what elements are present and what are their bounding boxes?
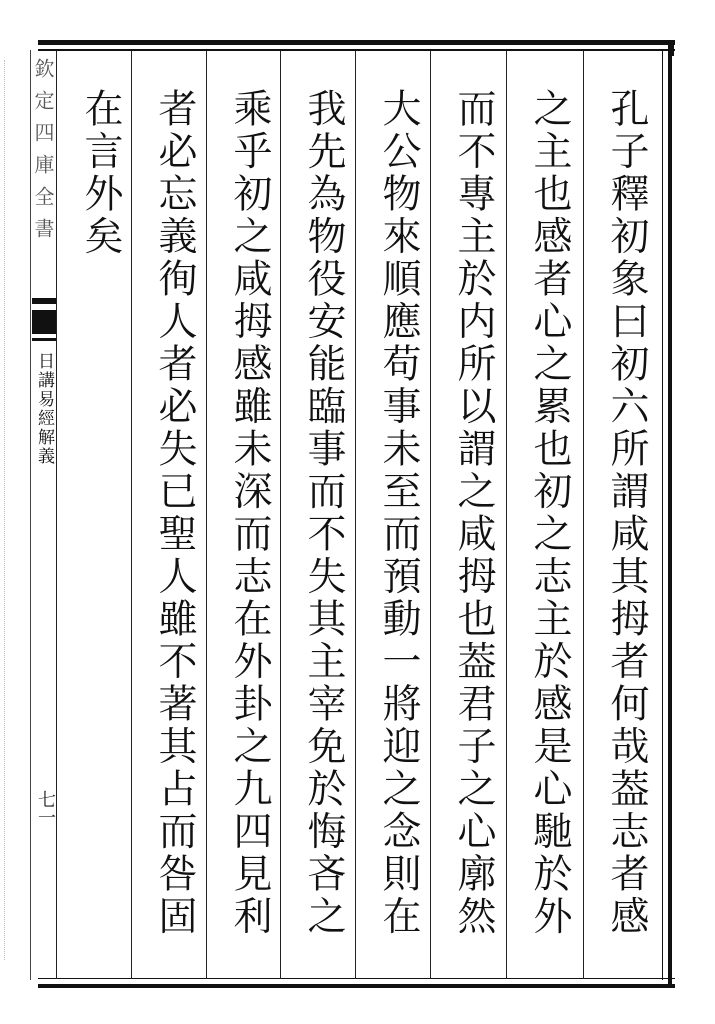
frame-top-border [38,40,675,45]
text-column-2: 之主也感者心之累也初之志主於感是心馳於外 [527,88,572,938]
text-column-8: 在言外矣 [78,88,123,258]
column-rule [131,51,132,979]
text-column-3: 而不專主於内所以謂之咸拇也葢君子之心廓然 [451,88,496,938]
series-title: 欽定四庫全書 [31,58,55,250]
fishtail-mark-top [32,298,56,304]
text-column-1: 孔子釋初象曰初六所謂咸其拇者何哉葢志者感 [604,88,649,938]
text-column-5: 我先為物役安能臨事而不失其主宰免於悔吝之 [301,88,346,938]
frame-corner-mark [672,42,682,56]
column-rule [280,51,281,979]
frame-bottom-inner-border [38,978,675,979]
column-rule [206,51,207,979]
frame-right-inner-border [662,49,663,980]
column-rule [583,51,584,979]
frame-right-border [668,40,672,988]
book-title: 日講易經解義 [34,352,54,466]
gutter-rule-outer [56,51,57,979]
fishtail-mark-bottom [32,338,56,341]
page-number: 七一 [35,790,56,826]
text-column-7: 者必忘義徇人者必失已聖人雖不著其占而咎固 [152,88,197,938]
column-rule [355,51,356,979]
frame-top-inner-border [38,49,675,51]
text-column-6: 乘乎初之咸拇感雖未深而志在外卦之九四見利 [227,88,272,938]
text-column-4: 大公物來順應苟事未至而預動一將迎之念則在 [376,88,421,938]
frame-bottom-border [38,984,675,988]
column-rule [430,51,431,979]
column-rule [506,51,507,979]
fishtail-mark [32,310,56,334]
